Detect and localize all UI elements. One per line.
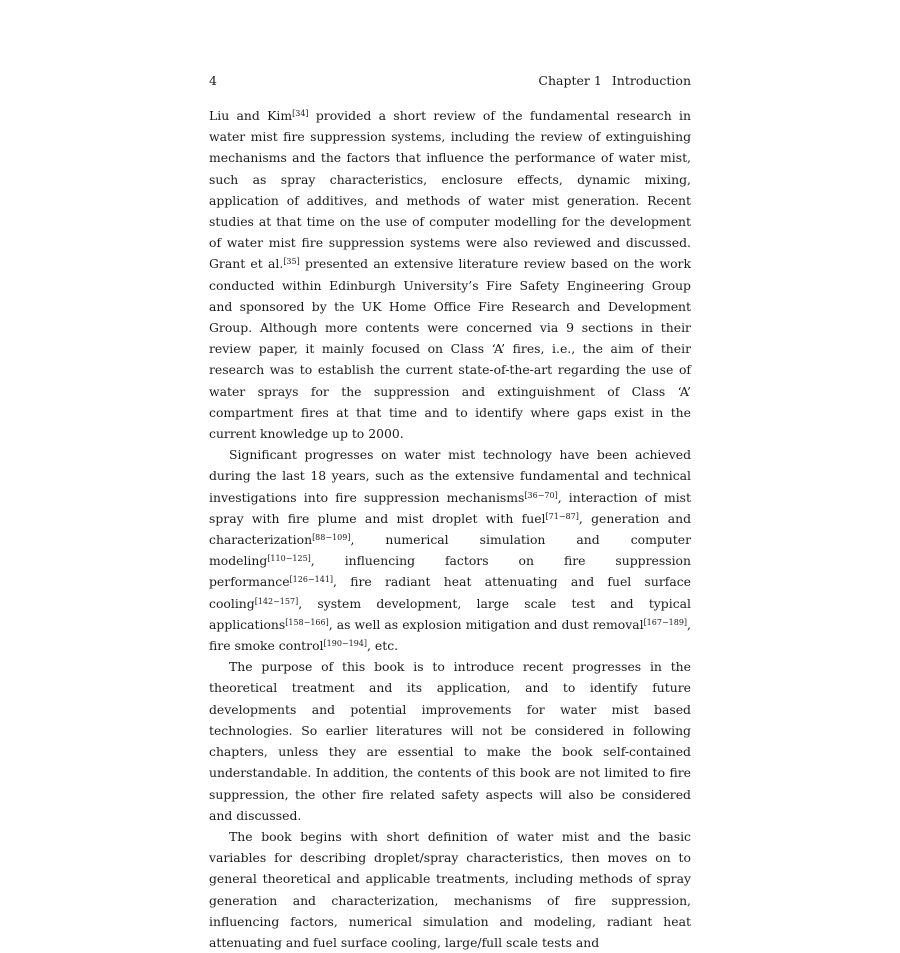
body-text bbox=[209, 105, 691, 953]
paragraph bbox=[209, 105, 691, 444]
page-number: 4 bbox=[209, 73, 217, 88]
text-run: The purpose of this book is to introduce recent progresses in the theoretical treatment and its application, and to identify future developments and potential improvements for water mist based technologies. So earlier literatures will not be considered in following chapters, unless they are essential to make the book self-contained understandable. In addition, the contents of this book are not limited to fire suppression, the other fire related safety aspects will also be considered and discussed. bbox=[209, 659, 691, 823]
text-run: , influencing factors on fire suppression performance bbox=[209, 553, 691, 590]
text-run: , system development, large scale test and typical applications bbox=[209, 595, 691, 632]
running-head bbox=[538, 72, 691, 90]
text-run: Significant progresses on water mist technology have been achieved during the last 18 years, such as the extensive fundamental and technical investigations into fire suppression mechanisms bbox=[209, 447, 691, 505]
text-run: , fire smoke control bbox=[209, 616, 691, 654]
text-run: , numerical simulation and computer modeling bbox=[209, 532, 691, 569]
text-run: The book begins with short definition of water mist and the basic variables for describing droplet/spray characteristics, then moves on to general theoretical and applicable treatments, including methods of spray generation and characterization, mechanisms of fire suppression, influencing factors, numerical simulation and modeling, radiant heat attenuating and fuel surface cooling, large/full scale tests and bbox=[209, 828, 691, 950]
citation-ref: [142−157] bbox=[254, 596, 299, 606]
citation-ref: [190−194] bbox=[323, 639, 367, 649]
text-run: , interaction of mist spray with fire plume and mist droplet with fuel bbox=[209, 489, 691, 526]
text-run: , generation and characterization bbox=[209, 510, 691, 548]
citation-ref: [110−125] bbox=[267, 554, 311, 564]
paragraph bbox=[209, 444, 691, 656]
chapter-title: Introduction bbox=[611, 73, 691, 88]
citation-ref: [35] bbox=[283, 257, 300, 267]
citation-ref: [126−141] bbox=[289, 575, 334, 585]
text-run: , as well as explosion mitigation and dust removal bbox=[328, 616, 644, 632]
text-run: presented an extensive literature review based on the work conducted within Edinburgh University’s Fire Safety Engineering Group and sponsored by the UK Home Office Fire Research and Development Group. Although more contents were concerned via 9 sections in their review paper, it mainly focused on Class ‘A’ fires, i.e., the aim of their research was to establish the current state-of-the-art regarding the use of water sprays for the suppression and extinguishment of Class ‘A’ compartment fires at that time and to identify where gaps exist in the current knowledge up to 2000. bbox=[209, 256, 691, 442]
text-run: provided a short review of the fundamental research in water mist fire suppression systems, including the review of extinguishing mechanisms and the factors that influence the performance of water mist, such as spray characteristics, enclosure effects, dynamic mixing, application of additives, and methods of water mist generation. Recent studies at that time on the use of computer modelling for the development of water mist fire suppression systems were also reviewed and discussed. Grant et al. bbox=[209, 108, 691, 272]
citation-ref: [88−109] bbox=[312, 533, 351, 543]
citation-ref: [167−189] bbox=[643, 617, 688, 627]
paragraph bbox=[209, 656, 691, 826]
chapter-label: Chapter 1 bbox=[538, 73, 602, 88]
page-header bbox=[209, 72, 691, 90]
text-run: Liu and Kim bbox=[209, 108, 293, 123]
paragraph bbox=[209, 826, 691, 953]
text-run: , fire radiant heat attenuating and fuel surface cooling bbox=[209, 574, 691, 611]
citation-ref: [158−166] bbox=[285, 617, 329, 627]
text-run: , etc. bbox=[367, 638, 399, 654]
citation-ref: [36−70] bbox=[524, 490, 558, 500]
citation-ref: [71−87] bbox=[545, 511, 579, 521]
citation-ref: [34] bbox=[292, 109, 309, 118]
